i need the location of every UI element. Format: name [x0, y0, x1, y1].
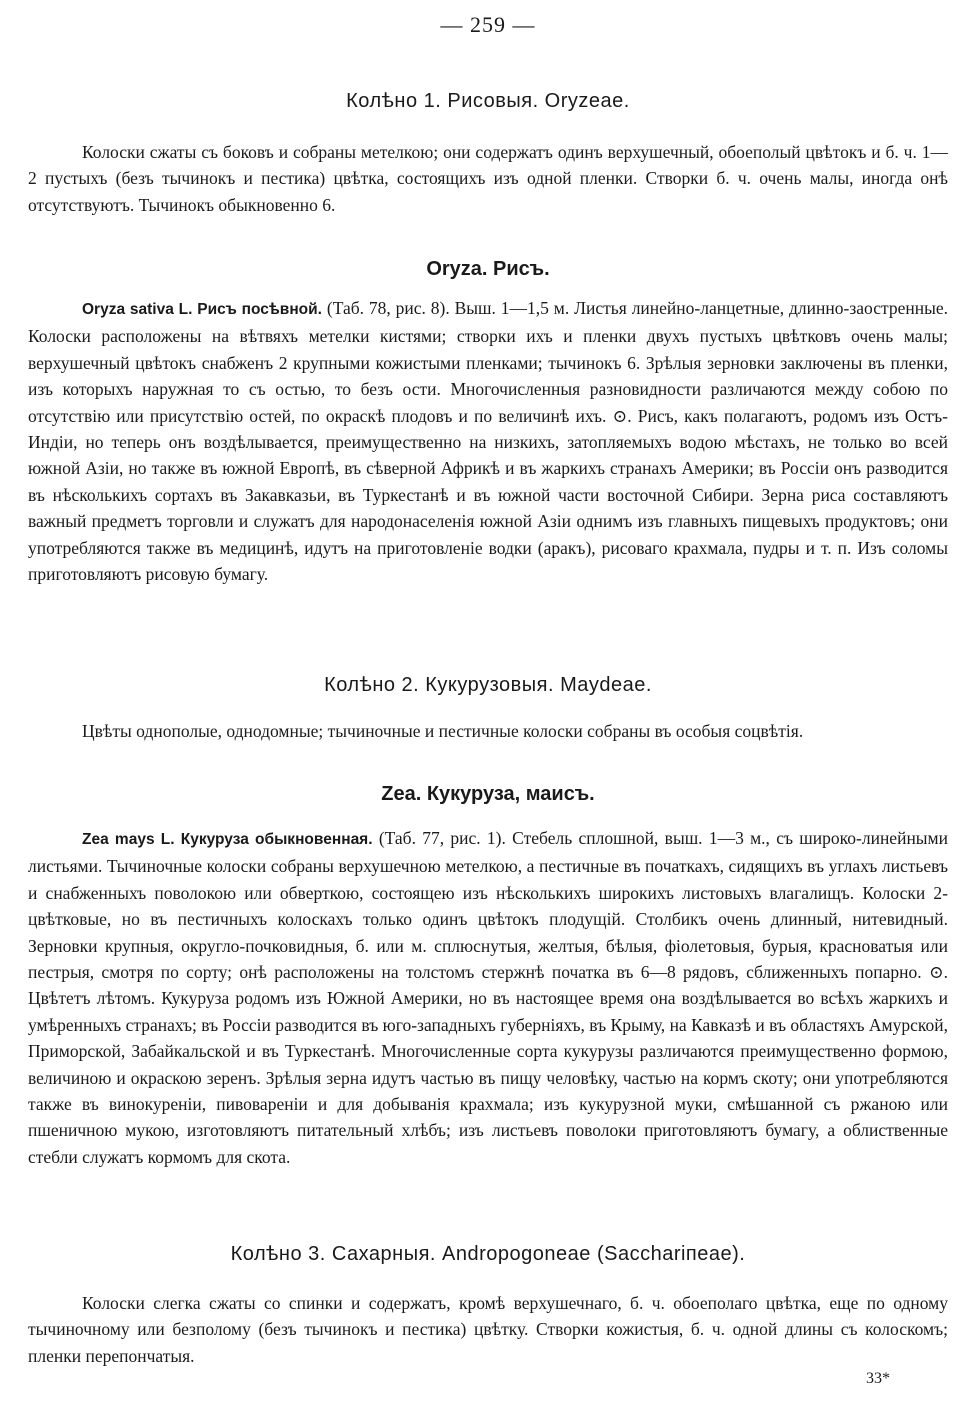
species-name: Zea mays L. Кукуруза обыкновенная.: [82, 831, 373, 848]
section-heading-maydeae: Колѣно 2. Кукурузовыя. Maydeae.: [324, 674, 652, 696]
section-heading-andropogoneae: Колѣно 3. Сахарныя. Andropogoneae (Sacchariпeae).: [230, 1243, 746, 1265]
genus-heading-zea: Zea. Кукуруза, маисъ.: [381, 783, 595, 805]
genus-heading-oryza: Oryza. Рисъ.: [426, 258, 550, 280]
species-description: (Таб. 78, рис. 8). Выш. 1—1,5 м. Листья линейно-ланцетные, длинно-заостренные. Колоски расположены на вѣтвяхъ метелки кистями; створки ихъ и пленки двухъ пустыхъ цвѣтковъ очень малы; верхушечный цвѣтокъ снабженъ 2 крупными кожистыми пленками; тычинокъ 6. Зрѣлыя зерновки заключены въ пленки, изъ которыхъ наружная то съ остью, то безъ ости. Многочисленныя разновидности различаются между собою по отсутствію или присутствію остей, по окраскѣ плодовъ и по величинѣ ихъ. ⊙. Рисъ, какъ полагаютъ, родомъ изъ Остъ-Индіи, но теперь онъ воздѣлывается, преимущественно на низкихъ, затопляемыхъ водою мѣстахъ, не только во всей южной Азіи, но также въ южной Европѣ, въ сѣверной Африкѣ и въ жаркихъ странахъ Америки; въ Россіи онъ разводится въ нѣсколькихъ сортахъ въ Закавказьи, въ Туркестанѣ и въ южной части восточной Сибири. Зерна риса составляютъ важный предметъ торговли и служатъ для народонаселенія южной Азіи однимъ изъ главныхъ пищевыхъ продуктовъ; они употребляются также въ медицинѣ, идутъ на приготовленіе водки (аракъ), рисоваго крахмала, пудры и т. п. Изъ соломы приготовляютъ рисовую бумагу.: [28, 298, 948, 585]
section-heading-oryzeae: Колѣно 1. Рисовыя. Oryzeae.: [346, 90, 630, 112]
section-description-oryzeae: Колоски сжаты съ боковъ и собраны метелкою; они содержатъ одинъ верхушечный, обоеполый цвѣтокъ и б. ч. 1—2 пустыхъ (безъ тычинокъ и пестика) цвѣтка, состоящихъ изъ одной пленки. Створки б. ч. очень малы, иногда онѣ отсутствуютъ. Тычинокъ обыкновенно 6.: [28, 142, 948, 215]
section-description-maydeae: Цвѣты однополые, однодомные; тычиночные и пестичные колоски собраны въ особыя соцвѣтія.: [82, 721, 804, 741]
species-paragraph-zea-mays: [28, 825, 948, 1170]
species-name: Oryza sativa L. Рисъ посѣвной.: [82, 301, 322, 318]
species-paragraph-oryza-sativa: [28, 295, 948, 587]
page-number: — 259 —: [440, 12, 536, 37]
section-description-andropogoneae: Колоски слегка сжаты со спинки и содержатъ, кромѣ верхушечнаго, б. ч. обоеполаго цвѣтка, еще по одному тычиночному или безполому (безъ тычинокъ и пестика) цвѣтку. Створки кожистыя, б. ч. одной длины съ колоскомъ; пленки перепончатыя.: [28, 1293, 948, 1366]
sheet-number: 33*: [866, 1370, 890, 1387]
species-description: (Таб. 77, рис. 1). Стебель сплошной, выш. 1—3 м., съ широко-линейными листьями. Тычиночные колоски собраны верхушечною метелкою, а пестичные въ початкахъ, сидящихъ въ углахъ листьевъ и снабженныхъ поволокою или обверткою, состоящею изъ нѣсколькихъ широкихъ листовыхъ влагалищъ. Колоски 2-цвѣтковые, но въ пестичныхъ колоскахъ только одинъ цвѣтокъ плодущій. Столбикъ очень длинный, нитевидный. Зерновки крупныя, округло-почковидныя, б. или м. сплюснутыя, желтыя, бѣлыя, фіолетовыя, бурыя, красноватыя или пестрыя, смотря по сорту; онѣ расположены на толстомъ стержнѣ початка въ 6—8 рядовъ, сближенныхъ попарно. ⊙. Цвѣтетъ лѣтомъ. Кукуруза родомъ изъ Южной Америки, но въ настоящее время она воздѣлывается во всѣхъ жаркихъ и умѣренныхъ странахъ; въ Россіи разводится въ юго-западныхъ губерніяхъ, въ Крыму, на Кавказѣ и въ областяхъ Амурской, Приморской, Забайкальской и въ Туркестанѣ. Многочисленные сорта кукурузы различаются преимущественно формою, величиною и окраскою зеренъ. Зрѣлыя зерна идутъ частью въ пищу человѣку, частью на кормъ скоту; они употребляются также въ винокуреніи, пивовареніи и для добыванія крахмала; изъ кукурузной муки, смѣшанной съ ржаною или пшеничною мукою, изготовляютъ питательный хлѣбъ; изъ листьевъ поволоки приготовляютъ бумагу, а облиственные стебли служатъ кормомъ для скота.: [28, 828, 949, 1167]
